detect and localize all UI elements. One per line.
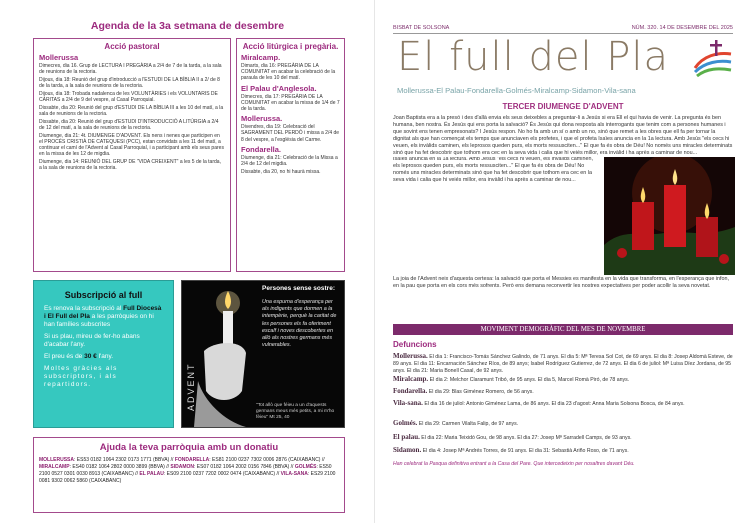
iban-number: : ES50 2100 0527 0301 0030 8913 (CAIXABANC) // bbox=[39, 464, 332, 477]
obituary-entry bbox=[393, 400, 733, 408]
liturgica-heading: Mollerussa. bbox=[241, 114, 283, 124]
masthead-title: El full del Pla bbox=[397, 34, 670, 80]
obituary-place: Miralcamp. bbox=[393, 375, 429, 383]
diocese-label: BISBAT DE SOLSONA bbox=[393, 25, 450, 31]
liturgica-heading: Miralcamp. bbox=[241, 53, 281, 62]
advent-heading: Persones sense sostre: bbox=[262, 285, 335, 292]
pastoral-entry: Dijous, dia 18: Trobada nadalenca de les VOLUNTÀRIES i els VOLUNTARIS DE CÀRITAS a 2/4 de 9 del vespre, al Casal Parroquial. bbox=[39, 90, 218, 104]
reflection-text: Joan Baptista era a la presó i des d'allà envia els seus deixebles a preguntar-li a Jesús si era Ell el qui havia de venir. La pregunta és ben humana, ben nostra. És Jesús qui ens porta la salvació? És Jesús qui dona resposta als interrogants que tenim com a persones humanes i que sovint ens tenen empresonats? I Jesús respon. No ho fa amb un sí o amb un no, sinó que remet a les obres que ell fa per tornar la dignitat als que han començat els temps que anunciaven els profetes, i que el profeta Isaïes anuncia en la 1a lectura. Amb Jesús "els cecs hi veuen, els invàlids caminen, els leprosos queden purs, els morts ressusciten..." El que fa és obra de Déu! No només uns miracles determinats sinó que ha fet descobrir que tothom era cec en la seva vida i calia que hi veiés millor, era invàlid i ha après a caminar de nou... bbox=[393, 115, 733, 156]
obituary-place: Fondarella. bbox=[393, 387, 428, 395]
obituary-entry bbox=[393, 420, 733, 428]
price-text-a: El preu és de bbox=[44, 353, 85, 360]
subscription-price bbox=[44, 353, 163, 361]
closing-note: Han celebrat la Pasqua definitiva entrant a la Casa del Pare. Que intercedeixin per nosaltres davant Déu. bbox=[393, 461, 635, 467]
subscription-thanks: Moltes gràcies als subscriptors, i als repartidors. bbox=[44, 365, 118, 388]
liturgica-entry: Diumenge, dia 21: Celebració de la Missa a 2/4 de 12 del migdia. bbox=[241, 154, 338, 168]
obituary-place: Vila-sana. bbox=[393, 399, 423, 407]
subscription-text: Si us plau, mireu de fer-ho abans d'acabar l'any. bbox=[44, 333, 140, 348]
iban-number: : ES40 0182 1064 2802 0000 3899 (BBVA) // bbox=[69, 464, 169, 470]
obituary-place: Mollerussa. bbox=[393, 352, 428, 360]
pastoral-entry: Dijous, dia 18: Reunió del grup d'introducció a l'ESTUDI DE LA BÍBLIA II a 2/ de 8 de la tarda, a la sala de reunions de la rectoria. bbox=[39, 76, 220, 90]
issue-header bbox=[393, 25, 733, 34]
right-page bbox=[375, 0, 750, 523]
pastoral-entry: Dissabte, dia 20: Reunió del grup d'ESTUDI DE LA BÍBLIA III a les 10 del matí, a la sala de reunions de la rectoria. bbox=[39, 104, 224, 117]
demographic-banner: MOVIMENT DEMOGRÀFIC DEL MES DE NOVEMBRE bbox=[393, 324, 733, 335]
donation-title: Ajuda la teva parròquia amb un donatiu bbox=[99, 442, 279, 453]
pastoral-entry: Dissabte, dia 20: Reunió del grup d'ESTUDI D'INTRODUCCIÓ A LITÚRGIA a 2/4 de 12 del matí, a la sala de reunions de la rectoria. bbox=[39, 118, 219, 131]
obituary-text: El dia 16 de juliol: Antonio Giménez Lama, de 86 anys. El dia 23 d'agost: Anna Maria Solsona Bosca, de 84 anys. bbox=[422, 401, 685, 407]
subscription-box bbox=[33, 280, 174, 428]
advent-candles-photo bbox=[604, 157, 735, 275]
reflection-text-column bbox=[393, 157, 599, 274]
liturgica-entry: Dimecres, dia 17: PREGÀRIA DE LA COMUNITAT en acabar la missa de 1/4 de 7 de la tarda. bbox=[241, 93, 340, 113]
obituary-text: El dia 29: Carmen Vilalta Falip, de 97 anys. bbox=[417, 421, 519, 427]
liturgica-box bbox=[236, 38, 345, 272]
obituary-entry bbox=[393, 447, 733, 455]
liturgica-heading: El Palau d'Anglesola. bbox=[241, 83, 317, 93]
iban-place: GOLMÉS bbox=[294, 464, 317, 470]
obituary-text: El dia 4: Josep Mª Andrés Torres, de 91 anys. El dia 31: Sebastià Ariño Roso, de 71 anys. bbox=[421, 448, 629, 454]
reflection-text-cont: Isaïes anuncia en la 1a lectura. Amb Jesús "els cecs hi veuen, els invàlids caminen, els leprosos queden purs, els morts ressusciten..." El que fa és obra de Déu! No només uns miracles determinats sinó que ha fet descobrir que tothom era cec en la seva vida i calia que hi veiés millor, era invàlid i ha après a caminar de nou... bbox=[393, 157, 593, 184]
obituary-text: El dia 22: Maria Teixidó Gou, de 98 anys. El dia 27: Josep Mª Sarradell Camps, de 93 anys. bbox=[419, 435, 632, 441]
pastoral-heading: Mollerussa bbox=[39, 53, 79, 62]
liturgica-entry: Divendres, dia 19: Celebració del SAGRAMENT DEL PERDÓ i missa a 2/4 de 8 del vespre, a l'església del Carme. bbox=[241, 124, 340, 143]
liturgica-title: Acció litúrgica i pregària. bbox=[242, 42, 339, 51]
obituary-entry bbox=[393, 388, 733, 396]
agenda-title: Agenda de la 3a setmana de desembre bbox=[90, 20, 285, 32]
obituary-text: El dia 2: Melchor Claramunt Tribó, de 95 anys. El dia 5, Marcel Romà Piró, de 78 anys. bbox=[428, 377, 630, 383]
donation-box bbox=[33, 437, 345, 513]
iban-number: : ES53 0182 1064 2302 0173 1771 (BBVA) // bbox=[74, 457, 174, 463]
obituary-place: Golmés. bbox=[393, 419, 418, 427]
defuncions-title: Defuncions bbox=[393, 340, 437, 349]
iban-place: MOLLERUSSA bbox=[39, 457, 74, 463]
iban-number: : ES09 2100 0237 7202 0002 0474 (CAIXABANC) // bbox=[163, 471, 280, 477]
obituary-entry bbox=[393, 376, 733, 384]
liturgica-note: Dissabte, dia 20, no hi haurà missa. bbox=[241, 168, 321, 175]
section-title: TERCER DIUMENGE D'ADVENT bbox=[502, 102, 624, 111]
advent-poem: Una espurna d'esperança per als indigents que dormen a la intempèrie, perquè la caritat de les persones els fa oferiment escalf i noves descobertes en allò als nostres germans més vulnerables. bbox=[262, 299, 337, 349]
obituary-entry bbox=[393, 434, 733, 442]
obituary-entry bbox=[393, 353, 733, 374]
pastoral-entry: Dimecres, dia 16. Grup de LECTURA I PREGÀRIA a 2/4 de 7 de la tarda, a la sala de reunions de la rectoria. bbox=[39, 63, 222, 76]
obituary-place: El palau. bbox=[393, 433, 420, 441]
price-text-c: l'any. bbox=[96, 353, 114, 360]
parish-logo-icon bbox=[691, 38, 733, 78]
subscription-text bbox=[44, 305, 163, 329]
candles-icon bbox=[604, 157, 735, 275]
liturgica-entry: Dimarts, dia 16: PREGÀRIA DE LA COMUNITAT en acabar la celebració de la paraula de les 10 del matí. bbox=[241, 63, 336, 82]
issue-number: NÚM. 320. 14 DE DESEMBRE DEL 2025 bbox=[631, 25, 733, 31]
iban-place: FONDARELLA bbox=[174, 457, 210, 463]
subscription-text-c: a les parròquies on hi han famílies subscrites bbox=[44, 313, 154, 328]
pastoral-entry: Diumenge, dia 21: 4t. DIUMENGE D'ADVENT. Els nens i nenes que participen en el PROCÉS CRISTIÀ DE CATEQUESI (PCC), estan convidats a les 11 del matí, a continuar el camí de l'Advent al Casal Parroquial, i a participant amb els seus pares en la missa de les 12 de migdia. bbox=[39, 132, 224, 158]
iban-number: : ES29 2100 0081 9302 0062 5860 (CAIXABANC) bbox=[39, 471, 336, 484]
iban-place: VILA-SANA bbox=[280, 471, 308, 477]
advent-label: ADVENT bbox=[186, 362, 196, 411]
obituary-text: El dia 29: Blas Giménez Romero, de 56 anys. bbox=[427, 389, 534, 395]
subscription-text-a: Es renova la subscripció al bbox=[44, 305, 124, 312]
parish-list: Mollerussa-El Palau-Fondarella-Golmés-Miralcamp-Sidamon-Vila-sana bbox=[397, 86, 636, 95]
iban-place: EL PALAU bbox=[139, 471, 164, 477]
iban-place: SIDAMON bbox=[170, 464, 195, 470]
reflection-text-top bbox=[393, 115, 733, 157]
iban-place: MIRALCAMP bbox=[39, 464, 70, 470]
iban-number: : ES07 0182 1064 2002 0156 7846 (BBVA) // bbox=[194, 464, 294, 470]
pastoral-title: Acció pastoral bbox=[104, 42, 160, 51]
donation-ibans bbox=[39, 457, 339, 485]
obituary-place: Sidamon. bbox=[393, 446, 422, 454]
price-value: 30 € bbox=[84, 353, 97, 360]
advent-quote: "Tot allò que féieu a un d'aquests germans meus més petits, a mi m'ho fèieu" Mt 25, 40 bbox=[256, 403, 335, 420]
pastoral-entry: Diumenge, dia 14: REUNIÓ DEL GRUP DE "VIDA CREIXENT" a les 5 de la tarda, a la sala de reunions de la rectoria. bbox=[39, 158, 221, 172]
pastoral-box bbox=[33, 38, 231, 272]
obituary-text: El dia 1: Francisco-Tomás Sánchez Galindo, de 71 anys. El dia 5: Mª Teresa Sol Cot, de 69 anys. El dia 8: Josep Aldomà Esteve, de 89 anys. El dia 11: Encarnación Sánchez Ríos, de 89 anys; Isabel Rodríguez Gutierrez, de 72 anys. El dia 6 de juliol: Mª Luisa Díez Jordana, de 95 anys. El dia 21: Maria Bonell Casal, de 92 anys. bbox=[393, 354, 733, 374]
liturgica-heading: Fondarella. bbox=[241, 144, 282, 154]
reflection-closing: La joia de l'Advent neix d'aquesta certesa: la salvació que porta el Messies es manifesta en la vida que transforma, en l'esperança que infon, en la pau que porta en els cors més sofrents. Però ens demana reconvertir les nostres expectatives per poder acollir la seva novetat. bbox=[393, 276, 730, 289]
advent-panel bbox=[181, 280, 345, 428]
subscription-title: Subscripció al full bbox=[64, 290, 143, 300]
iban-number: : ES81 2100 0237 7302 0006 2876 (CAIXABANC) // bbox=[209, 457, 325, 463]
subscription-text-b: Full Diocesà i El Full del Pla bbox=[44, 305, 162, 320]
